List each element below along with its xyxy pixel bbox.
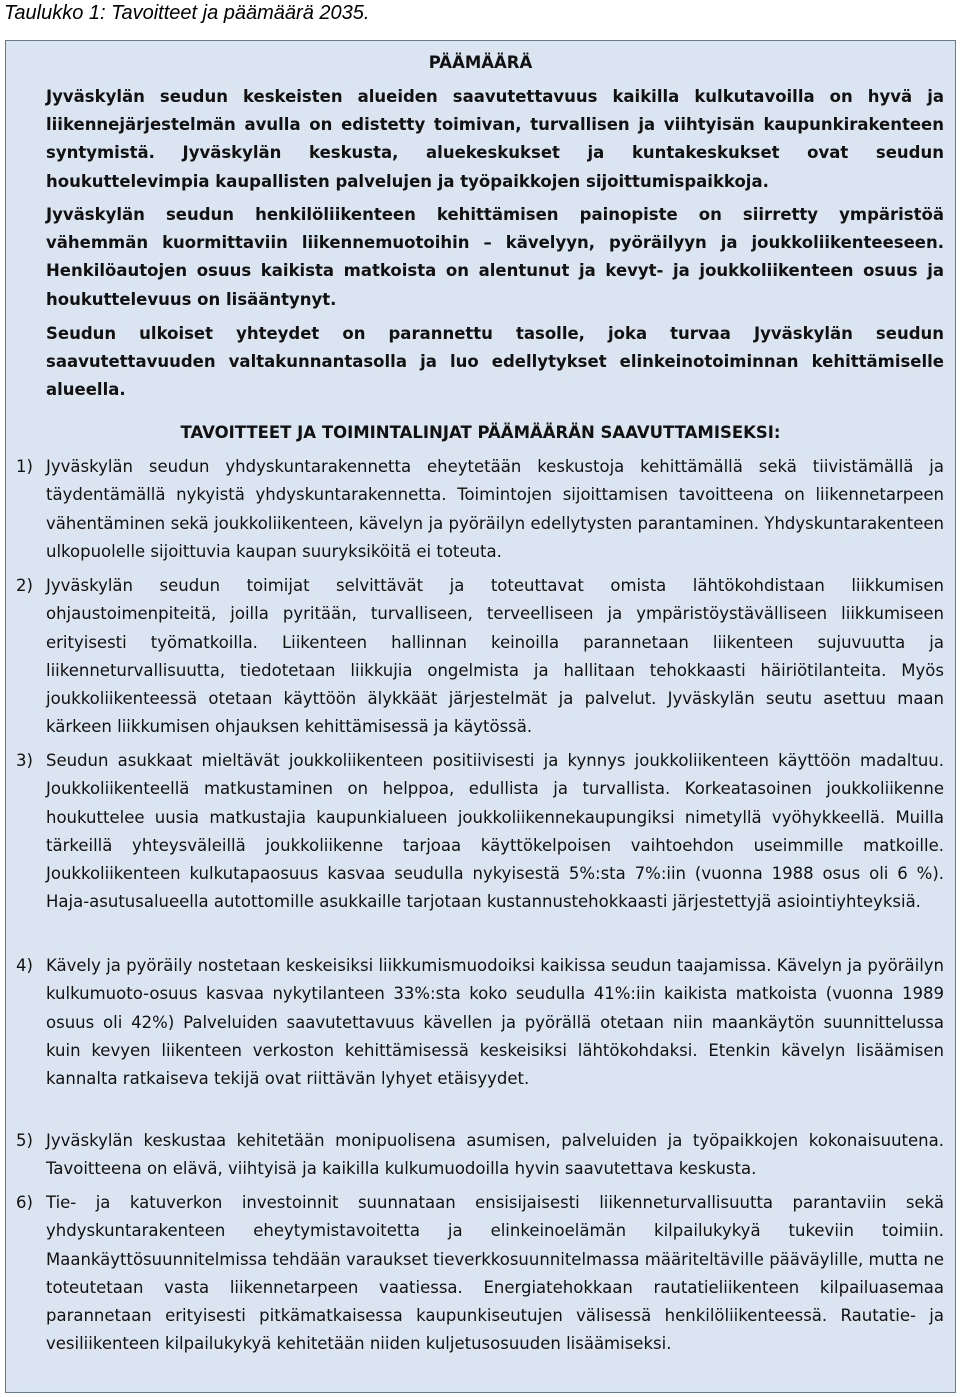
goal-text: Kävely ja pyöräily nostetaan keskeisiksi liikkumismuodoiksi kaikissa seudun taajamissa. Kävelyn ja pyöräilyn kulkumuoto-osuus kasvaa nykytilanteen 33%:sta koko seudulla 41%:iin kaikista matkoista (vuonna 1989 osuus oli 42%) Palveluiden saavutettavuus kävellen ja pyörällä otetaan niin maankäytön suunnittelussa kuin kevyen liikenteen verkoston kehittämisessä keskeisiksi lähtökohdaksi. Etenkin kävelyn lisäämisen kannalta ratkaiseva tekijä ovat riittävän lyhyet etäisyydet. — [46, 956, 944, 1089]
goal-number: 3) — [16, 751, 33, 770]
goal-number: 4) — [16, 956, 33, 975]
goal-text: Tie- ja katuverkon investoinnit suunnataan ensisijaisesti liikenneturvallisuutta parantaviin sekä yhdyskuntarakenteen eheytymistavoitetta ja elinkeinoelämän kilpailukykyä tukeviin toimiin. Maankäyttösuunnitelmissa tehdään varaukset tieverkkosuunnitelmassa määriteltäville pääväylille, mutta ne toteutetaan vasta liikennetarpeen vaatiessa. Energiatehokkaan rautatieliikenteen kilpailuasemaa parannetaan erityisesti pitkämatkaisessa kaupunkiseutujen välisessä henkilöliikenteessä. Rautatie- ja vesiliikenteen kilpailukykyä kehitetään niiden kuljetusosuuden lisäämiseksi. — [46, 1193, 944, 1354]
goal-text: Jyväskylän seudun toimijat selvittävät ja toteuttavat omista lähtökohdistaan liikkumisen ohjaustoimenpiteitä, joilla pyritään, turvalliseen, terveelliseen ja ympäristöystävälliseen liikkumiseen erityisesti työmatkoilla. Liikenteen hallinnan keinoilla parannetaan liikenteen sujuvuutta ja liikenneturvallisuutta, tiedotetaan liikkujia ongelmista ja hallitaan tehokkaasti häiriötilanteita. Myös joukkoliikenteessä otetaan käyttöön älykkäät järjestelmät ja palvelut. Jyväskylän seutu asettuu maan kärkeen liikkumisen ohjauksen kehittämisessä ja käytössä. — [46, 576, 944, 737]
table-caption: Taulukko 1: Tavoitteet ja päämäärä 2035. — [4, 2, 370, 24]
goal-item-1 — [16, 453, 944, 566]
goals-table — [5, 40, 956, 1393]
goal-number: 5) — [16, 1131, 33, 1150]
goal-item-6 — [16, 1189, 944, 1359]
goal-item-2 — [16, 572, 944, 742]
paamaara-paragraph-2: Jyväskylän seudun henkilöliikenteen kehittämisen painopiste on siirretty ympäristöä vähemmän kuormittaviin liikennemuotoihin – kävelyyn, pyöräilyyn ja joukkoliikenteeseen. Henkilöautojen osuus kaikista matkoista on alentunut ja kevyt- ja joukkoliikenteen osuus ja houkuttelevuus on lisääntynyt. — [46, 205, 944, 309]
goal-item-3 — [16, 747, 944, 917]
goal-number: 1) — [16, 457, 33, 476]
goal-text: Jyväskylän keskustaa kehitetään monipuolisena asumisen, palveluiden ja työpaikkojen kokonaisuutena. Tavoitteena on elävä, viihtyisä ja kaikilla kulkumuodoilla hyvin saavutettava keskusta. — [46, 1131, 944, 1179]
goal-number: 2) — [16, 576, 33, 595]
paamaara-paragraph-3: Seudun ulkoiset yhteydet on parannettu tasolle, joka turvaa Jyväskylän seudun saavutettavuuden valtakunnantasolla ja luo edellytykset elinkeinotoiminnan kehittämiselle alueella. — [46, 324, 944, 400]
paamaara-paragraph-1: Jyväskylän seudun keskeisten alueiden saavutettavuus kaikilla kulkutavoilla on hyvä ja liikennejärjestelmän avulla on edistetty toimivan, turvallisen ja viihtyisän kaupunkirakenteen syntymistä. Jyväskylän keskusta, aluekeskukset ja kuntakeskukset ovat seudun houkuttelevimpia kaupallisten palvelujen ja työpaikkojen sijoittumispaikkoja. — [46, 87, 944, 191]
goal-text: Jyväskylän seudun yhdyskuntarakennetta eheytetään keskustoja kehittämällä sekä tiivistämällä ja täydentämällä nykyistä yhdyskuntarakennetta. Toimintojen sijoittamisen tavoitteena on liikennetarpeen vähentäminen sekä joukkoliikenteen, kävelyn ja pyöräilyn edellytysten parantaminen. Yhdyskuntarakenteen ulkopuolelle sijoittuvia kaupan suuryksiköitä ei toteuta. — [46, 457, 944, 561]
paamaara-heading: PÄÄMÄÄRÄ — [428, 53, 533, 72]
goal-number: 6) — [16, 1193, 33, 1212]
tavoitteet-heading: TAVOITTEET JA TOIMINTALINJAT PÄÄMÄÄRÄN SAAVUTTAMISEKSI: — [180, 423, 781, 442]
goal-text: Seudun asukkaat mieltävät joukkoliikenteen positiivisesti ja kynnys joukkoliikenteen käyttöön madaltuu. Joukkoliikenteellä matkustaminen on helppoa, edullista ja turvallista. Korkeatasoinen joukkoliikenne houkuttelee uusia matkustajia kaupunkialueen joukkoliikennekaupungiksi nimetyllä vyöhykkeellä. Muilla tärkeillä yhteysväleillä joukkoliikenne tarjoaa käyttökelpoisen vaihtoehdon useimmille matkoille. Joukkoliikenteen kulkutapaosuus kasvaa seudulla nykyisestä 5%:sta 7%:iin (vuonna 1988 osus oli 6 %). Haja-asutusalueella autottomille asukkaille tarjotaan kustannustehokkaasti järjestettyjä asiointiyhteyksiä. — [46, 751, 944, 912]
goal-item-5 — [16, 1127, 944, 1184]
goal-item-4 — [16, 952, 944, 1093]
